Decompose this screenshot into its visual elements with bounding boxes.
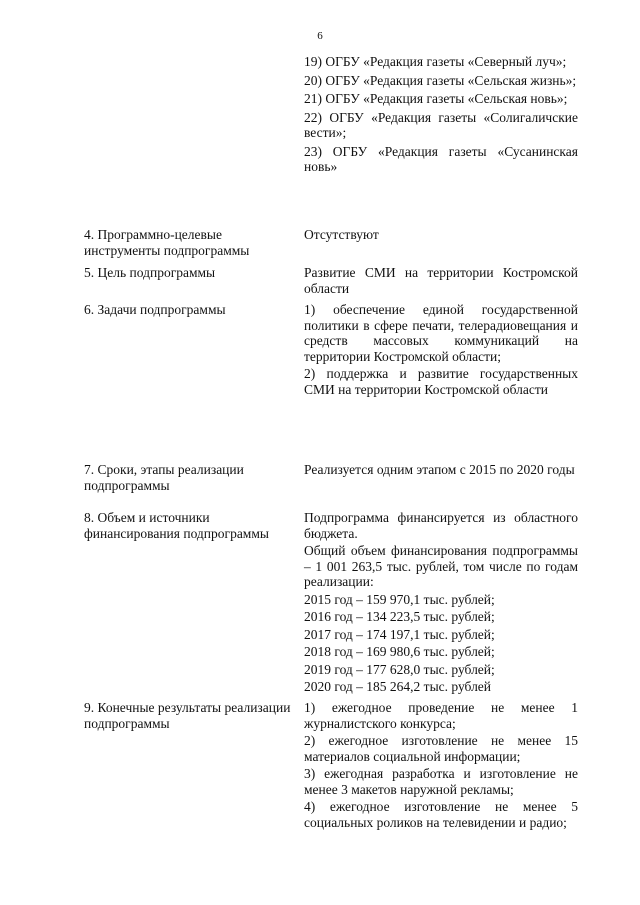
content-paragraph: Подпрограмма финансируется из областного бюджета. [304,510,578,541]
content-paragraph: 3) ежегодная разработка и изготовление не менее 3 макетов наружной рекламы; [304,766,578,797]
list-item: 19) ОГБУ «Редакция газеты «Северный луч»; [304,54,567,69]
row-goal [0,265,640,300]
row-content [304,462,578,478]
row-executors-continued [0,54,640,227]
funding-year-line: 2018 год – 169 980,6 тыс. рублей; [304,644,495,659]
passport-table [0,54,640,832]
funding-year-line: 2017 год – 174 197,1 тыс. рублей; [304,626,495,642]
list-item: 23) ОГБУ «Редакция газеты «Сусанинская новь» [304,143,578,174]
list-item: 20) ОГБУ «Редакция газеты «Сельская жизнь»; [304,72,577,88]
row-label: 8. Объем и источники финансирования подпрограммы [84,510,269,541]
funding-year-line: 2019 год – 177 628,0 тыс. рублей; [304,661,495,677]
content-paragraph: 1) ежегодное проведение не менее 1 журналистского конкурса; [304,700,578,731]
row-content [304,265,578,296]
content-paragraph: Реализуется одним этапом с 2015 по 2020 годы [304,462,575,477]
content-paragraph: 4) ежегодное изготовление не менее 5 социальных роликов на телевидении и радио; [304,799,578,830]
row-content [304,302,578,397]
content-paragraph: 1) обеспечение единой государственной политики в сфере печати, телерадиовещания и средств массовых коммуникаций на территории Костромской области; [304,302,578,364]
row-program-tools [0,227,640,259]
page-number: 6 [317,30,323,42]
row-results [0,700,640,830]
row-terms [0,462,640,504]
row-label: 7. Сроки, этапы реализации подпрограммы [84,462,244,493]
row-label: 5. Цель подпрограммы [84,265,216,280]
row-label: 4. Программно-целевые инструменты подпрограммы [84,227,250,258]
content-paragraph: 2) ежегодное изготовление не менее 15 материалов социальной информации; [304,733,578,764]
list-item: 21) ОГБУ «Редакция газеты «Сельская новь»; [304,91,568,106]
content-paragraph: Развитие СМИ на территории Костромской области [304,265,578,296]
content-paragraph: Отсутствуют [304,227,379,242]
content-paragraph: 2) поддержка и развитие государственных СМИ на территории Костромской области [304,366,578,397]
row-label: 9. Конечные результаты реализации подпрограммы [84,700,291,731]
row-content [304,227,578,243]
row-content [304,700,578,830]
row-label: 6. Задачи подпрограммы [84,302,226,317]
funding-year-line: 2016 год – 134 223,5 тыс. рублей; [304,609,495,624]
funding-year-line: 2020 год – 185 264,2 тыс. рублей [304,679,492,694]
funding-year-line: 2015 год – 159 970,1 тыс. рублей; [304,591,495,607]
row-content [304,510,578,695]
row-tasks [0,302,640,454]
executors-list [304,54,578,175]
row-financing [0,510,640,700]
list-item: 22) ОГБУ «Редакция газеты «Солигаличские вести»; [304,109,578,140]
content-paragraph: Общий объем финансирования подпрограммы – 1 001 263,5 тыс. рублей, том числе по годам реализации: [304,543,578,589]
